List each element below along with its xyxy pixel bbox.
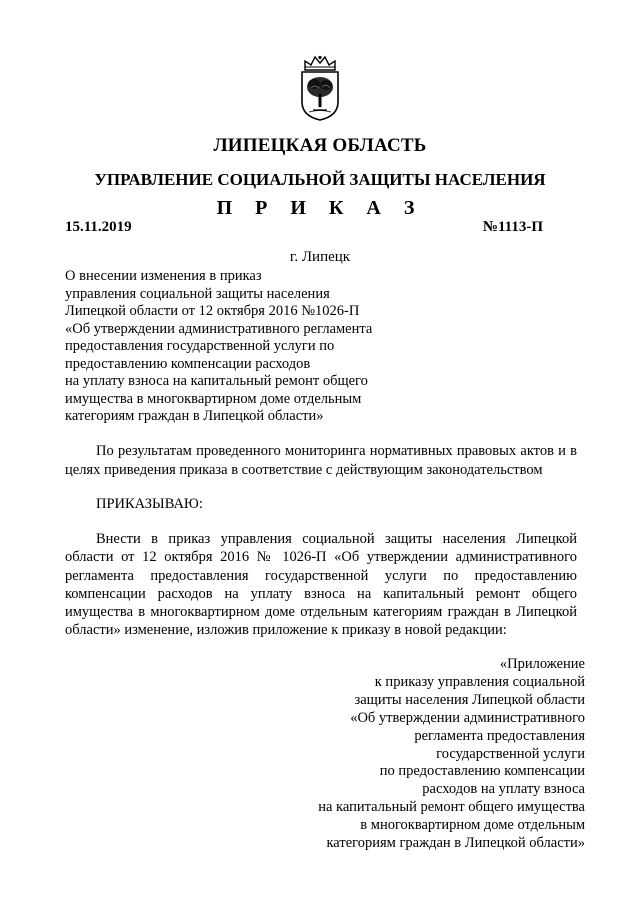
department-title: УПРАВЛЕНИЕ СОЦИАЛЬНОЙ ЗАЩИТЫ НАСЕЛЕНИЯ [94,170,546,189]
subject-line: имущества в многоквартирном доме отдельным [65,390,362,407]
coat-of-arms-icon [297,54,343,122]
document-city: г. Липецк [289,249,351,265]
appendix-line: на капитальный ремонт общего имущества [318,799,585,816]
orders-heading: ПРИКАЗЫВАЮ: [96,496,203,512]
subject-line: категориям граждан в Липецкой области» [65,408,324,424]
subject-line: управления социальной защиты населения [65,285,330,302]
appendix-line: защиты населения Липецкой области [354,691,585,708]
appendix-line: «Об утверждении административного [350,709,585,726]
appendix-line: к приказу управления социальной [374,673,585,690]
subject-line: Липецкой области от 12 октября 2016 №1026-П [65,303,360,319]
subject-line: предоставлению компенсации расходов [65,355,311,372]
appendix-line: «Приложение [499,656,585,672]
appendix-line: государственной услуги [436,745,585,762]
document-number: №1113-П [482,219,543,235]
order-paragraph: Внести в приказ управления социальной защиты населения Липецкой области от 12 октября 2016 № 1026-П «Об утверждении административного регламента предоставления государственной услуги по предоставлению компенсации расходов на уплату взноса на капитальный ремонт общего имущества в многоквартирном доме отдельным категориям граждан в Липецкой области» изменение, изложив приложение к приказу в новой редакции: [65,531,577,639]
region-title: ЛИПЕЦКАЯ ОБЛАСТЬ [213,135,427,156]
appendix-line: в многоквартирном доме отдельным [360,817,585,834]
appendix-line: расходов на уплату взноса [422,781,585,798]
preamble-paragraph: По результатам проведенного мониторинга нормативных правовых актов и в целях приведения приказа в соответствие с действующим законодательством [65,443,577,478]
appendix-heading [318,656,585,853]
subject-line: О внесении изменения в приказ [65,268,262,284]
document-date: 15.11.2019 [65,219,132,235]
appendix-line: категориям граждан в Липецкой области» [326,835,585,852]
subject-line: предоставления государственной услуги по [65,338,335,354]
document-subject [65,268,372,426]
appendix-line: регламента предоставления [414,727,585,744]
subject-line: на уплату взноса на капитальный ремонт общего [65,373,368,389]
document-type-title: П Р И К А З [216,197,424,219]
appendix-line: по предоставлению компенсации [379,763,585,780]
subject-line: «Об утверждении административного регламента [65,320,373,337]
